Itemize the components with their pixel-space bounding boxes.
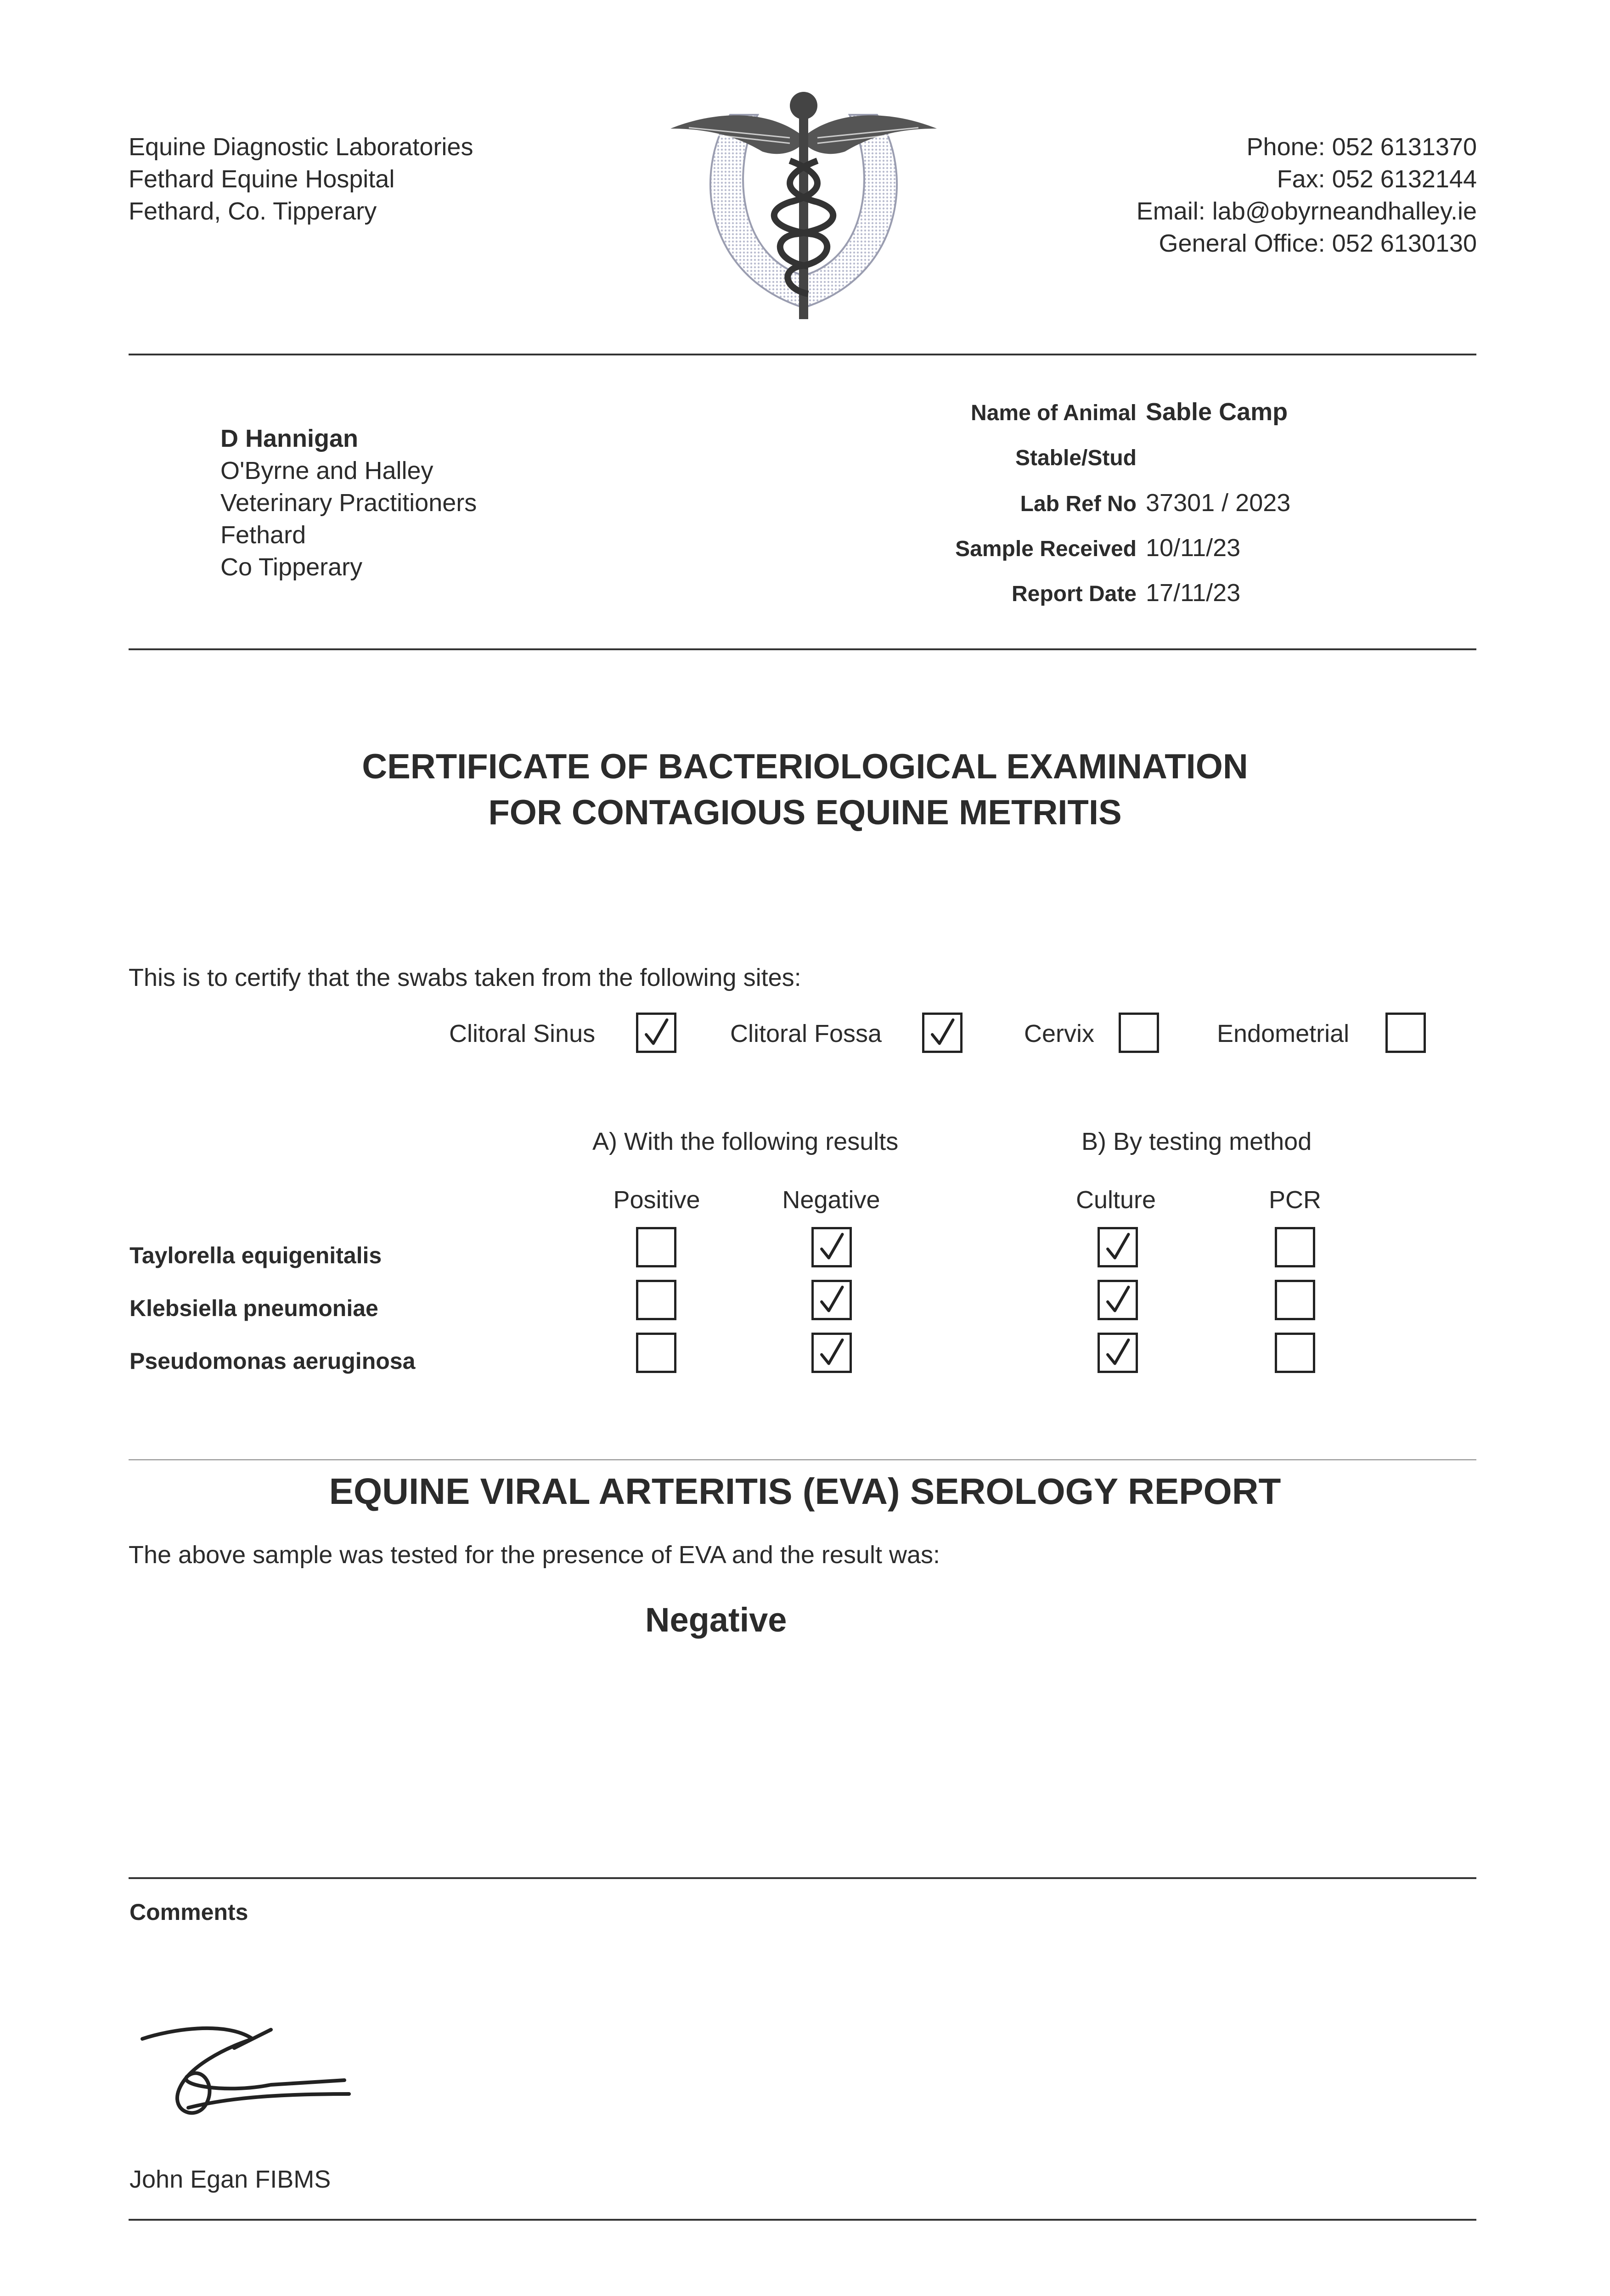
- labref-value: 37301 / 2023: [1146, 489, 1291, 517]
- column-positive: Positive: [613, 1186, 700, 1214]
- culture-checkbox[interactable]: [1098, 1333, 1138, 1373]
- signatory-name: John Egan FIBMS: [129, 2166, 331, 2193]
- received-value: 10/11/23: [1146, 534, 1241, 562]
- lab-address: [129, 131, 473, 227]
- footer-divider: [129, 2219, 1476, 2221]
- pcr-checkbox[interactable]: [1275, 1280, 1315, 1320]
- culture-checkbox[interactable]: [1098, 1227, 1138, 1267]
- lab-hospital: Fethard Equine Hospital: [129, 165, 395, 193]
- animal-label: Name of Animal: [971, 401, 1137, 425]
- contact-block: [1137, 131, 1477, 259]
- checkmark-icon: [1100, 1229, 1136, 1265]
- organism-name: Taylorella equigenitalis: [129, 1243, 382, 1268]
- eva-result: Negative: [645, 1601, 787, 1639]
- checkmark-icon: [814, 1282, 850, 1318]
- contact-fax: Fax: 052 6132144: [1277, 165, 1477, 193]
- eva-title: EQUINE VIRAL ARTERITIS (EVA) SEROLOGY REPORT: [329, 1471, 1281, 1512]
- title-line2: FOR CONTAGIOUS EQUINE METRITIS: [488, 793, 1122, 832]
- eva-divider: [129, 1459, 1476, 1460]
- column-negative: Negative: [782, 1186, 880, 1214]
- recipient-line4: Co Tipperary: [220, 553, 363, 581]
- negative-checkbox[interactable]: [811, 1227, 852, 1267]
- organism-name: Klebsiella pneumoniae: [129, 1295, 378, 1321]
- pcr-checkbox[interactable]: [1275, 1333, 1315, 1373]
- certify-text: This is to certify that the swabs taken from the following sites:: [129, 964, 801, 991]
- recipient-name: D Hannigan: [220, 425, 359, 452]
- method-header: B) By testing method: [1081, 1128, 1312, 1155]
- contact-phone: Phone: 052 6131370: [1246, 133, 1477, 161]
- checkmark-icon: [1100, 1335, 1136, 1371]
- checkmark-icon: [638, 1015, 674, 1051]
- header-divider: [129, 354, 1476, 355]
- stud-label: Stable/Stud: [1015, 446, 1137, 470]
- eva-text: The above sample was tested for the presence of EVA and the result was:: [129, 1541, 940, 1569]
- recipient-line1: O'Byrne and Halley: [220, 457, 433, 484]
- title-line1: CERTIFICATE OF BACTERIOLOGICAL EXAMINATION: [362, 747, 1248, 786]
- positive-checkbox[interactable]: [636, 1227, 676, 1267]
- site-label-clitoral-fossa: Clitoral Fossa: [730, 1020, 882, 1047]
- received-label: Sample Received: [955, 537, 1137, 561]
- signature-icon: [133, 2011, 363, 2149]
- recipient-block: [220, 422, 477, 583]
- lab-name: Equine Diagnostic Laboratories: [129, 133, 473, 161]
- recipient-line2: Veterinary Practitioners: [220, 489, 477, 517]
- site-label-endometrial: Endometrial: [1217, 1020, 1350, 1047]
- comments-divider: [129, 1877, 1476, 1879]
- site-checkbox-clitoral-fossa[interactable]: [922, 1013, 963, 1053]
- column-culture: Culture: [1075, 1186, 1156, 1214]
- recipient-line3: Fethard: [220, 521, 306, 549]
- positive-checkbox[interactable]: [636, 1280, 676, 1320]
- negative-checkbox[interactable]: [811, 1333, 852, 1373]
- labref-label: Lab Ref No: [1020, 492, 1137, 516]
- checkmark-icon: [814, 1335, 850, 1371]
- site-checkbox-cervix[interactable]: [1119, 1013, 1159, 1053]
- site-checkbox-endometrial[interactable]: [1385, 1013, 1426, 1053]
- culture-checkbox[interactable]: [1098, 1280, 1138, 1320]
- site-label-clitoral-sinus: Clitoral Sinus: [449, 1020, 596, 1047]
- site-checkbox-clitoral-sinus[interactable]: [636, 1013, 676, 1053]
- pcr-checkbox[interactable]: [1275, 1227, 1315, 1267]
- checkmark-icon: [1100, 1282, 1136, 1318]
- caduceus-logo-icon: [661, 78, 946, 335]
- column-pcr: PCR: [1268, 1186, 1321, 1214]
- comments-label: Comments: [129, 1899, 248, 1925]
- lab-location: Fethard, Co. Tipperary: [129, 197, 377, 225]
- negative-checkbox[interactable]: [811, 1280, 852, 1320]
- results-header: A) With the following results: [592, 1128, 899, 1155]
- contact-email: Email: lab@obyrneandhalley.ie: [1136, 197, 1477, 225]
- report-date-label: Report Date: [1011, 582, 1137, 606]
- site-label-cervix: Cervix: [1024, 1020, 1095, 1047]
- details-divider: [129, 648, 1476, 650]
- contact-office: General Office: 052 6130130: [1159, 230, 1477, 257]
- checkmark-icon: [814, 1229, 850, 1265]
- positive-checkbox[interactable]: [636, 1333, 676, 1373]
- certificate-title: [0, 744, 1610, 836]
- checkmark-icon: [924, 1015, 960, 1051]
- organism-name: Pseudomonas aeruginosa: [129, 1348, 416, 1374]
- animal-value: Sable Camp: [1146, 398, 1288, 426]
- report-date-value: 17/11/23: [1146, 579, 1241, 607]
